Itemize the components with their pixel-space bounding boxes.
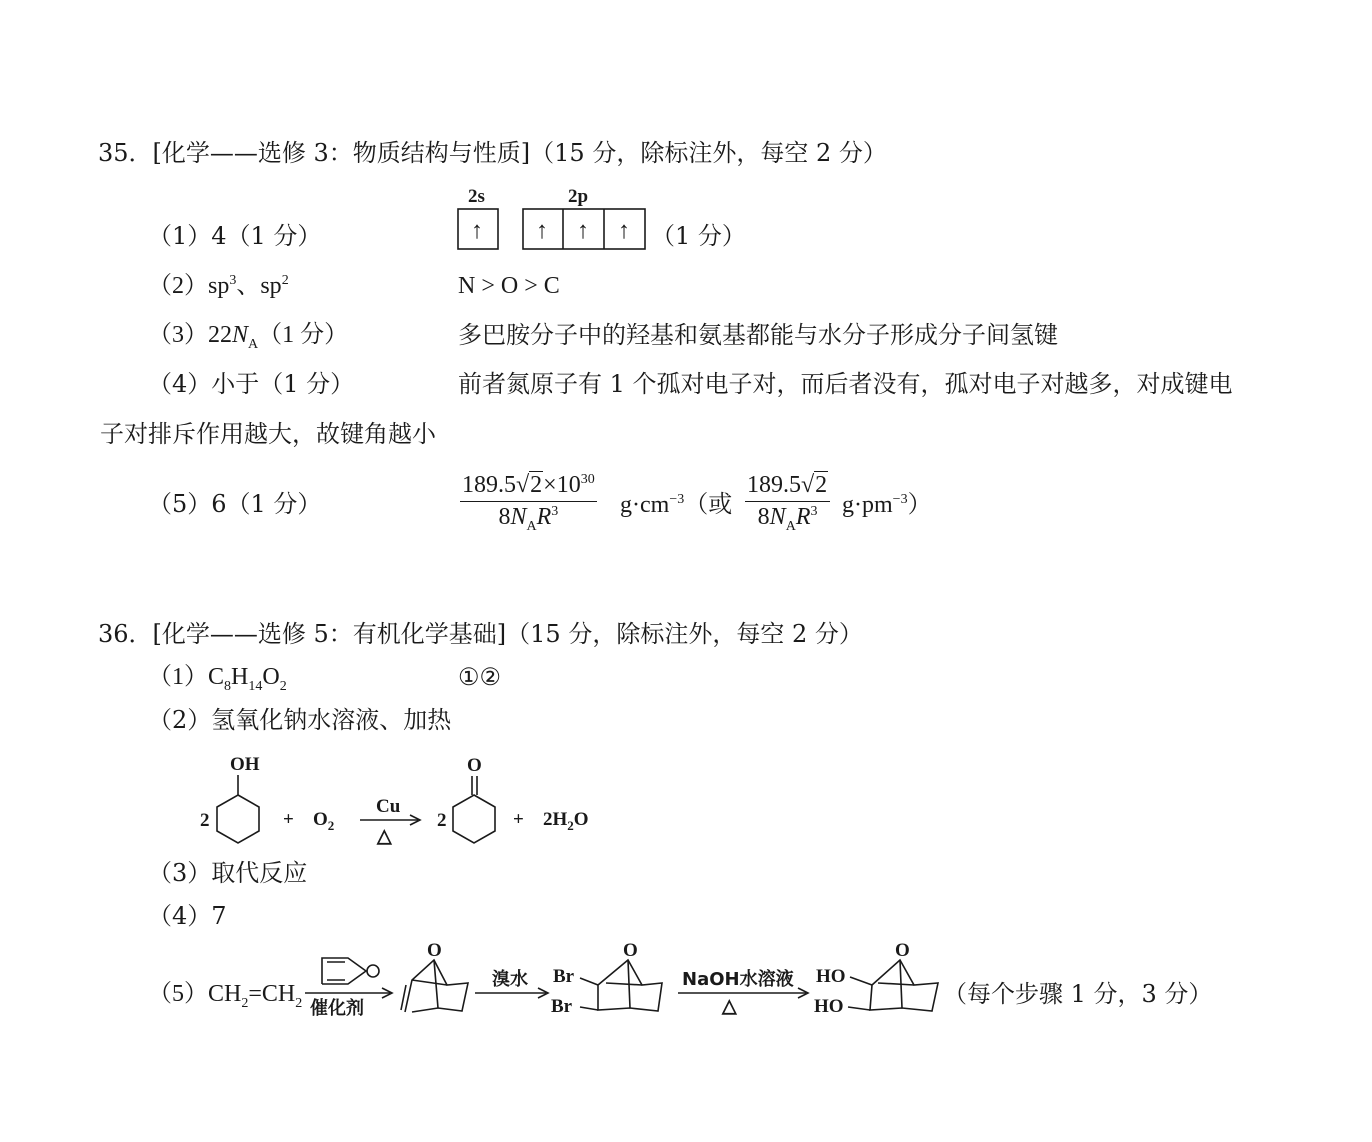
q36-heading: 36．[化学——选修 5：有机化学基础]（15 分，除标注外，每空 2 分） (98, 620, 863, 648)
catalyst-label: 催化剂 (310, 998, 364, 1019)
oh-label: OH (230, 754, 260, 775)
q36-p2-label: （2）氢氧化钠水溶液、加热 (148, 706, 452, 734)
cu-catalyst: Cu (376, 796, 401, 817)
q36-p5-label: $(5)CH_2=CH_2$ (148, 981, 303, 1011)
svg-text:Br: Br (551, 996, 573, 1017)
diol-structure (814, 940, 938, 1017)
svg-text:HO: HO (816, 966, 846, 987)
q36-p3-label: （3）取代反应 (148, 859, 308, 887)
oxygen-label: $O_2$ (313, 809, 335, 833)
orbital-2p-label: 2p (568, 186, 589, 207)
q35-p4-answer-line2: 子对排斥作用越大，故键角越小 (100, 420, 436, 448)
svg-text:O: O (895, 940, 910, 961)
q35-p3-answer: 多巴胺分子中的羟基和氨基都能与水分子形成分子间氢键 (458, 321, 1058, 349)
electron-arrow: ↑ (618, 218, 630, 244)
svg-text:O: O (623, 940, 638, 961)
q35-p3-label: $(3)22N_A(1$ 分） (148, 322, 349, 352)
ketone-o-label: O (467, 755, 482, 776)
q35-p2-label: $(2)sp^3$、$sp^2$ (148, 273, 289, 299)
plus-sign: + (513, 809, 524, 830)
q35-p1-label: （1）4（1 分） (148, 222, 322, 250)
q36-p1-answer: ①② (458, 663, 502, 691)
electron-arrow: ↑ (577, 218, 589, 244)
coef-2: 2 (200, 810, 210, 831)
q35-p1-score: （1 分） (651, 222, 746, 250)
q36-p1-label: $(1)C_8H_{14}O_2$ (148, 664, 287, 694)
bicyclic-ene-structure (401, 940, 468, 1012)
q35-p2-answer: N > O > C (458, 273, 560, 299)
q35-p4-answer-line1: 前者氮原子有 1 个孤对电子对，而后者没有，孤对电子对越多，对成键电 (458, 370, 1233, 398)
q35-p4-label: （4）小于（1 分） (148, 370, 355, 398)
naoh-reagent-label: NaOH水溶液 (682, 969, 794, 990)
svg-text:O: O (427, 940, 442, 961)
svg-text:HO: HO (814, 996, 844, 1017)
density-fraction-alt: 189.5√2 $8N_AR^3$ (745, 472, 830, 531)
plus-sign: + (283, 809, 294, 830)
heat-symbol: △ (722, 996, 737, 1017)
q35-heading: 35．[化学——选修 3：物质结构与性质]（15 分，除标注外，每空 2 分） (98, 139, 887, 167)
q35-p5-label: （5）6（1 分） (148, 490, 322, 518)
dibromo-structure (551, 940, 662, 1017)
q36-p5-score: （每个步骤 1 分，3 分） (943, 980, 1213, 1008)
electron-arrow: ↑ (536, 218, 548, 244)
q36-p4-label: （4）7 (148, 902, 227, 930)
density-unit-cm: $g\cdot cm^{-3}$（或 (620, 492, 733, 518)
svg-text:Br: Br (553, 966, 575, 987)
density-unit-pm: $g\cdot pm^{-3}$） (842, 492, 932, 518)
density-fraction: $189.5√2\times 10^{30}$ $8N_AR^3$ (462, 472, 595, 534)
electron-arrow: ↑ (471, 218, 483, 244)
bromine-water-label: 溴水 (492, 969, 528, 990)
water-label: $2H_2O$ (543, 809, 589, 833)
coef-2: 2 (437, 810, 447, 831)
heat-symbol: △ (377, 826, 392, 847)
orbital-2s-label: 2s (468, 186, 485, 207)
cyclopentadienone-structure (322, 958, 379, 984)
